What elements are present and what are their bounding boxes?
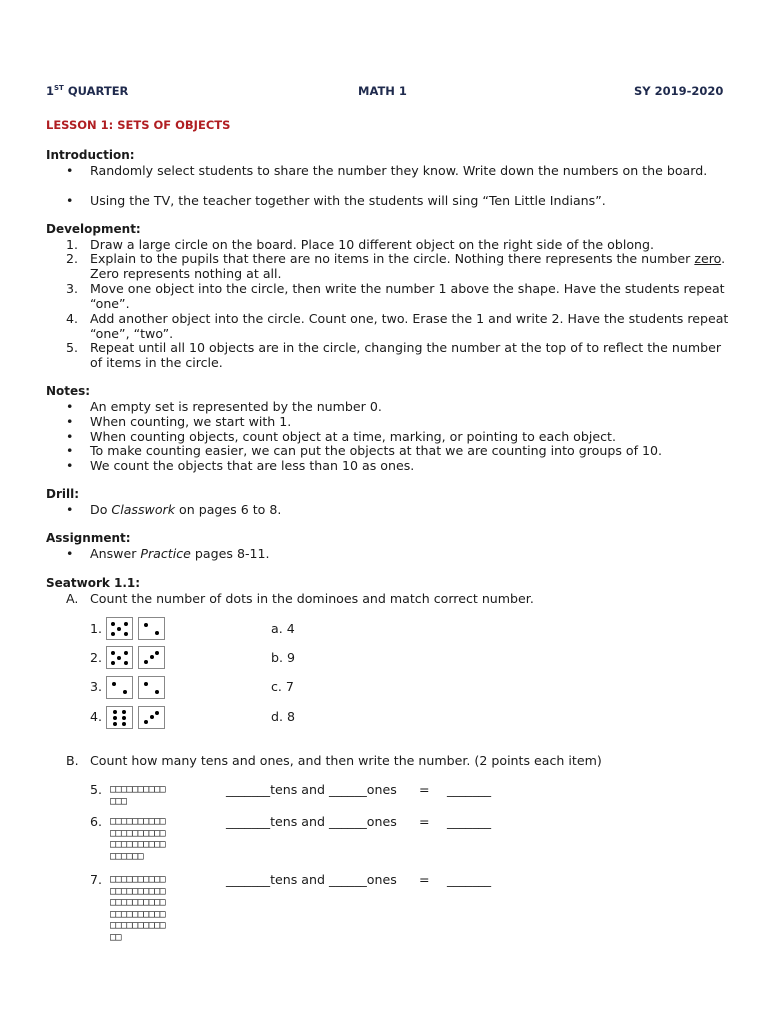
ones-blank[interactable]: ______: [329, 872, 367, 887]
domino-right-half: [138, 617, 165, 640]
counting-boxes: □□□□□□□□□□ □□□□□□□□□□ □□□□□□□□□□ □□□□□□□□□□ □□□□□□□□□□ □□: [110, 874, 166, 943]
counting-boxes: □□□□□□□□□□ □□□□□□□□□□ □□□□□□□□□□ □□□□□□: [110, 816, 166, 862]
domino-item-number: 3.: [90, 679, 103, 694]
choice-label: b. 9: [271, 650, 296, 665]
domino-dot: [144, 660, 148, 664]
domino-dot: [150, 715, 154, 719]
tens-blank[interactable]: _______: [226, 872, 271, 887]
drill-heading: Drill:: [46, 487, 80, 501]
answer-blank[interactable]: _______: [447, 814, 492, 829]
domino-dot: [111, 622, 115, 626]
count-item-number: 5.: [90, 782, 103, 797]
domino-dot: [150, 655, 154, 659]
count-item-number: 7.: [90, 872, 103, 887]
domino-dot: [144, 720, 148, 724]
domino-dot: [124, 651, 128, 655]
domino-dot: [155, 690, 159, 694]
tens-ones-answer-row: _______tens and ______ones: [226, 872, 397, 887]
tens-ones-answer-row: _______tens and ______ones: [226, 782, 397, 797]
equals-sign: =: [419, 872, 430, 887]
ones-blank[interactable]: ______: [329, 782, 367, 797]
domino-dot: [122, 716, 126, 720]
answer-blank[interactable]: _______: [447, 872, 492, 887]
worksheet-page: 1ST QUARTER MATH 1 SY 2019-2020 LESSON 1: SETS OF OBJECTS Introduction: • Randomly select students to share the number they know. Write down the numbers on the board. • Using the TV, the teacher together with the students will sing “Ten Little Indians”. Development: 1. Draw a large circle on the board. Place 10 different object on the right side of the oblong. 2. Explain to the pupils that there are no items in the circle. Nothing there represents the number zero. Zero represents nothing at all. 3. Move one object into the circle, then write the number 1 above the shape. Have the students repeat “one”. 4. Add another object into the circle. Count one, two. Erase the 1 and write 2. Have the students repeat “one”, “two”. 5. Repeat until all 10 objects are in the circle, changing the number at the top of to reflect the number of items in the circle. Notes: • An empty set is represented by the number 0. • When counting, we start with 1. • When counting objects, count object at a time, marking, or pointing to each object. • To make counting easier, we can put the objects at that we are counting into groups of 10. • We count the objects that are less than 10 as ones. Drill: • Do Classwork on pages 6 to 8. Assignment: • Answer Practice pages 8-11. Seatwork 1.1: A. Count the number of dots in the dominoes and match correct number. 1. a. 4 2. b. 9 3. c. 7 4. d. 8 B. Count how many tens and ones, and then write the number. (2 points each item) 5. □□□□□□□□□□ □□□ _______tens and ______ones = _______ 6. □□□□□□□□□□ □□□□□□□□□□ □□□□□□□□□□ □□□□□□ _______tens and ______ones = _______ 7. □□□□□□□□□□ □□□□□□□□□□ □□□□□□□□□□ □□□□□□□□□□ □□□□□□□□□□ □□ _______tens and ______ones = _______: [46, 84, 729, 943]
subject-label: MATH 1: [358, 84, 407, 98]
domino-dot: [117, 627, 121, 631]
domino-left-half: [106, 646, 133, 669]
seatwork-heading: Seatwork 1.1:: [46, 576, 141, 590]
ones-blank[interactable]: ______: [329, 814, 367, 829]
equals-sign: =: [419, 782, 430, 797]
domino-dot: [123, 690, 127, 694]
domino-left-half: [106, 617, 133, 640]
domino-dot: [111, 632, 115, 636]
answer-blank[interactable]: _______: [447, 782, 492, 797]
quarter-label: 1ST QUARTER: [46, 84, 129, 98]
lesson-title: LESSON 1: SETS OF OBJECTS: [46, 118, 231, 132]
domino-dot: [155, 651, 159, 655]
domino-dot: [155, 631, 159, 635]
domino-dot: [124, 661, 128, 665]
domino-item-number: 1.: [90, 621, 103, 636]
domino-dot: [117, 656, 121, 660]
school-year-label: SY 2019-2020: [634, 84, 724, 98]
choice-label: a. 4: [271, 621, 295, 636]
equals-sign: =: [419, 814, 430, 829]
choice-label: d. 8: [271, 709, 296, 724]
notes-heading: Notes:: [46, 384, 91, 398]
domino-dot: [124, 632, 128, 636]
domino-dot: [124, 622, 128, 626]
domino-item-number: 2.: [90, 650, 103, 665]
tens-blank[interactable]: _______: [226, 814, 271, 829]
domino-right-half: [138, 676, 165, 699]
domino-item-number: 4.: [90, 709, 103, 724]
domino-dot: [111, 651, 115, 655]
domino-dot: [144, 623, 148, 627]
domino-right-half: [138, 706, 165, 729]
development-heading: Development:: [46, 222, 141, 236]
count-item-number: 6.: [90, 814, 103, 829]
tens-ones-answer-row: _______tens and ______ones: [226, 814, 397, 829]
domino-dot: [112, 682, 116, 686]
domino-right-half: [138, 646, 165, 669]
tens-blank[interactable]: _______: [226, 782, 271, 797]
domino-dot: [113, 722, 117, 726]
domino-dot: [122, 722, 126, 726]
domino-dot: [111, 661, 115, 665]
domino-dot: [144, 682, 148, 686]
choice-label: c. 7: [271, 679, 294, 694]
domino-dot: [122, 710, 126, 714]
domino-left-half: [106, 706, 133, 729]
counting-boxes: □□□□□□□□□□ □□□: [110, 784, 166, 807]
domino-dot: [113, 710, 117, 714]
domino-dot: [113, 716, 117, 720]
assignment-heading: Assignment:: [46, 531, 131, 545]
introduction-heading: Introduction:: [46, 148, 135, 162]
domino-dot: [155, 711, 159, 715]
domino-left-half: [106, 676, 133, 699]
